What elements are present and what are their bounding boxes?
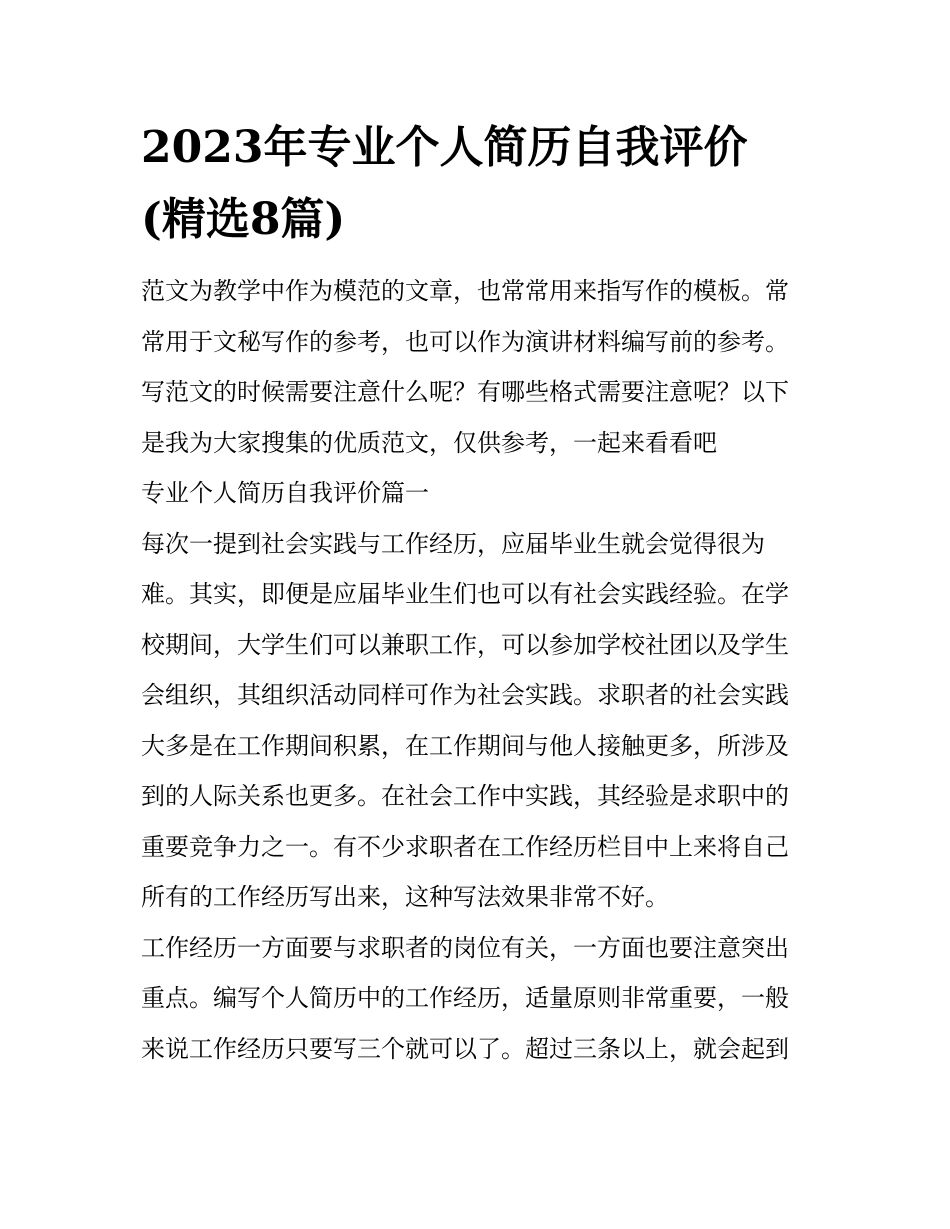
body-paragraph [141, 519, 816, 923]
intro-paragraph [141, 266, 816, 468]
text-line: 会组织，其组织活动同样可作为社会实践。求职者的社会实践 [141, 681, 789, 709]
title-line: 2023年专业个人简历自我评价 [141, 122, 748, 173]
document-title [141, 112, 816, 256]
text-line: 难。其实，即便是应届毕业生们也可以有社会实践经验。在学 [141, 580, 789, 608]
text-line: 到的人际关系也更多。在社会工作中实践，其经验是求职中的 [141, 782, 789, 810]
document-page [141, 112, 816, 1074]
body-paragraph [141, 923, 816, 1075]
text-line: 范文为教学中作为模范的文章，也常常用来指写作的模板。常 [141, 277, 789, 305]
text-line: 来说工作经历只要写三个就可以了。超过三条以上，就会起到 [141, 1034, 789, 1063]
text-line: 所有的工作经历写出来，这种写法效果非常不好。 [141, 883, 669, 911]
title-line: (精选8篇) [141, 194, 346, 245]
text-line: 每次一提到社会实践与工作经历，应届毕业生就会觉得很为 [141, 529, 765, 558]
text-line: 写范文的时候需要注意什么呢？有哪些格式需要注意呢？以下 [141, 378, 789, 406]
text-line: 校期间，大学生们可以兼职工作，可以参加学校社团以及学生 [141, 630, 789, 659]
text-line: 工作经历一方面要与求职者的岗位有关，一方面也要注意突出 [141, 933, 789, 962]
text-line: 常用于文秘写作的参考，也可以作为演讲材料编写前的参考。 [141, 327, 789, 356]
text-line: 重要竞争力之一。有不少求职者在工作经历栏目中上来将自己 [141, 832, 789, 861]
text-line: 是我为大家搜集的优质范文，仅供参考，一起来看看吧 [141, 428, 717, 457]
text-line: 大多是在工作期间积累，在工作期间与他人接触更多，所涉及 [141, 731, 789, 760]
text-line: 重点。编写个人简历中的工作经历，适量原则非常重要，一般 [141, 984, 789, 1012]
text-line: 专业个人简历自我评价篇一 [141, 479, 429, 507]
section-heading [141, 468, 816, 519]
